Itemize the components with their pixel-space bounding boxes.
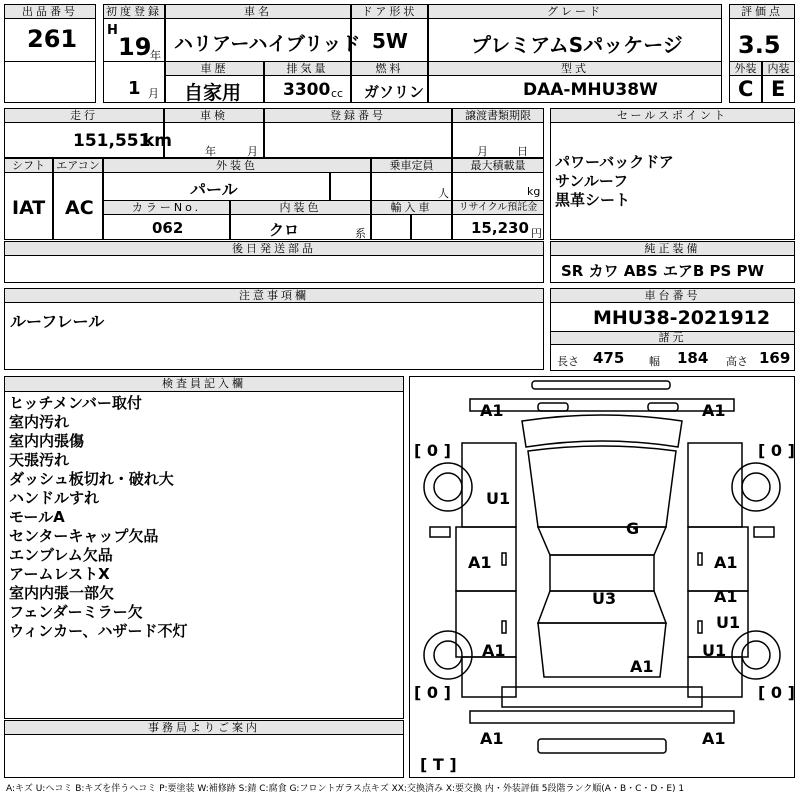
rear-bumper-shape bbox=[470, 711, 734, 723]
import-cell-b bbox=[411, 214, 452, 240]
transfer-deadline-header: 譲渡書類期限 bbox=[452, 108, 544, 123]
int-color-cell bbox=[230, 214, 371, 240]
interior-header: 内装 bbox=[762, 61, 795, 76]
left-front-fender-shape bbox=[462, 443, 516, 527]
load-unit: kg bbox=[527, 185, 541, 198]
fuel-cell bbox=[351, 75, 428, 103]
sales-point-item: パワーバックドア bbox=[555, 153, 674, 171]
chassis-value: MHU38-2021912 bbox=[593, 307, 771, 329]
roof-front-shape bbox=[550, 555, 654, 591]
right-u1-damage: U1 bbox=[716, 613, 741, 632]
first-reg-cell bbox=[103, 18, 165, 62]
rear-right-damage: A1 bbox=[702, 729, 726, 748]
left-handle-rear bbox=[502, 621, 506, 633]
aircon-value: AC bbox=[65, 197, 94, 219]
equipment-cell bbox=[550, 255, 795, 283]
grade-header: グレード bbox=[428, 4, 722, 19]
width-label: 幅 bbox=[649, 355, 660, 368]
lot-no-header: 出品番号 bbox=[4, 4, 96, 19]
mileage-unit: km bbox=[143, 131, 173, 151]
exterior-cell bbox=[729, 75, 762, 103]
ext-color-extra bbox=[330, 172, 371, 201]
score-header: 評価点 bbox=[729, 4, 795, 19]
color-no-cell bbox=[103, 214, 230, 240]
inspector-header: 検査員記入欄 bbox=[4, 376, 404, 392]
rear-garnish-shape bbox=[538, 739, 666, 753]
recycle-cell bbox=[452, 214, 544, 240]
equipment-header: 純正装備 bbox=[550, 241, 795, 256]
int-color-value: クロ bbox=[269, 221, 300, 239]
sales-points-box bbox=[550, 122, 795, 240]
inspector-note: ハンドルすれ bbox=[9, 489, 100, 507]
height-label: 高さ bbox=[726, 355, 748, 368]
recycle-header: リサイクル預託金 bbox=[452, 200, 544, 215]
displacement-unit: cc bbox=[331, 87, 344, 100]
year-unit: 年 bbox=[150, 49, 161, 62]
office-header: 事務局よりご案内 bbox=[4, 720, 404, 735]
car-name-cell bbox=[165, 18, 361, 62]
inspector-note: アームレストX bbox=[9, 565, 110, 583]
notes-cell bbox=[4, 302, 544, 370]
mileage-value: 151,551 bbox=[73, 131, 151, 151]
tire-fr-label: [ 0 ] bbox=[758, 441, 795, 460]
front-panel-shape bbox=[470, 399, 734, 411]
inspector-note: センターキャップ欠品 bbox=[9, 527, 159, 545]
tire-fl-label: [ 0 ] bbox=[414, 441, 451, 460]
rear-left-damage: A1 bbox=[480, 729, 504, 748]
fuel-header: 燃料 bbox=[351, 61, 428, 76]
length-label: 長さ bbox=[557, 355, 579, 368]
hood-shape bbox=[528, 446, 676, 527]
displacement-value: 3300 bbox=[283, 80, 331, 100]
inspector-note: ヒッチメンバー取付 bbox=[9, 394, 142, 412]
hood-damage: G bbox=[626, 519, 640, 538]
insp-year-unit: 年 bbox=[205, 145, 216, 158]
aircon-header: エアコン bbox=[53, 158, 103, 173]
chassis-header: 車台番号 bbox=[550, 288, 795, 303]
lot-no-cell bbox=[4, 18, 96, 62]
inspector-note: 室内内張一部欠 bbox=[9, 584, 115, 602]
door-value: 5W bbox=[372, 29, 408, 53]
car-name-header: 車名 bbox=[165, 4, 351, 19]
mileage-header: 走行 bbox=[4, 108, 164, 123]
inspector-notes-box bbox=[4, 391, 404, 719]
rear-center-damage: A1 bbox=[630, 657, 654, 676]
car-outline-svg bbox=[410, 377, 794, 777]
inspector-note: 天張汚れ bbox=[9, 451, 70, 469]
shift-value: IAT bbox=[12, 197, 46, 219]
import-header: 輸入車 bbox=[371, 200, 452, 215]
door-cell bbox=[351, 18, 428, 62]
rear-panel-shape bbox=[502, 687, 702, 707]
persons-unit: 人 bbox=[438, 187, 449, 200]
year-value: 19 bbox=[118, 33, 152, 61]
right-rear-damage: U1 bbox=[702, 641, 727, 660]
mirror-left bbox=[430, 527, 450, 537]
spare-tire-label: [ T ] bbox=[420, 755, 457, 774]
interior-grade: E bbox=[771, 77, 786, 101]
era-value: H bbox=[107, 23, 118, 38]
front-lamp-right bbox=[648, 403, 678, 411]
left-mid-damage: A1 bbox=[468, 553, 492, 572]
import-cell-a bbox=[371, 214, 411, 240]
recycle-unit: 円 bbox=[531, 227, 542, 240]
specs-cell bbox=[550, 344, 795, 371]
exterior-header: 外装 bbox=[729, 61, 762, 76]
inspector-note: 室内内張傷 bbox=[9, 432, 85, 450]
history-value: 自家用 bbox=[184, 82, 242, 104]
chassis-cell bbox=[550, 302, 795, 332]
displacement-header: 排気量 bbox=[264, 61, 351, 76]
lot-no-value: 261 bbox=[27, 25, 78, 53]
reg-no-header: 登録番号 bbox=[264, 108, 452, 123]
interior-cell bbox=[762, 75, 795, 103]
recycle-value: 15,230 bbox=[471, 219, 529, 237]
first-reg-month-cell bbox=[103, 61, 165, 103]
exterior-grade: C bbox=[738, 77, 754, 101]
front-lamp-left bbox=[538, 403, 568, 411]
tire-rl-shape bbox=[424, 631, 472, 679]
legend-text: A:キズ U:ヘコミ B:キズを伴うヘコミ P:要塗装 W:補修跡 S:錆 C:腐食 G:フロントガラス点キズ XX:交換済み X:要交換 内・外装評価 5段階ランク順(A・B・C・D・E) 1 bbox=[6, 784, 685, 794]
grade-cell bbox=[428, 18, 722, 62]
roof-damage: U3 bbox=[592, 589, 617, 608]
right-handle-front bbox=[698, 553, 702, 565]
first-reg-header: 初度登録 bbox=[103, 4, 165, 19]
office-cell bbox=[4, 734, 404, 778]
lot-no-blank bbox=[4, 61, 96, 103]
max-load-cell bbox=[452, 172, 544, 201]
later-parts-header: 後日発送部品 bbox=[4, 241, 544, 256]
shift-cell bbox=[4, 172, 53, 240]
model-header: 型式 bbox=[428, 61, 722, 76]
length-value: 475 bbox=[593, 349, 625, 367]
hood-top-shape bbox=[522, 415, 682, 447]
sales-point-item: サンルーフ bbox=[555, 172, 629, 190]
inspector-note: 室内汚れ bbox=[9, 413, 70, 431]
right-mid-damage: A1 bbox=[714, 553, 738, 572]
windshield-shape bbox=[538, 527, 666, 555]
inspector-note: ウィンカー、ハザード不灯 bbox=[9, 622, 188, 640]
model-cell bbox=[428, 75, 722, 103]
width-value: 184 bbox=[677, 349, 709, 367]
sales-point-item: 黒革シート bbox=[555, 191, 631, 209]
notes-header: 注意事項欄 bbox=[4, 288, 544, 303]
mileage-cell bbox=[4, 122, 173, 158]
fuel-value: ガソリン bbox=[364, 83, 425, 101]
transfer-month-unit: 月 bbox=[477, 145, 488, 158]
month-value: 1 bbox=[128, 78, 141, 99]
later-parts-cell bbox=[4, 255, 544, 283]
ext-color-header: 外装色 bbox=[103, 158, 371, 173]
score-cell bbox=[729, 18, 795, 62]
score-value: 3.5 bbox=[738, 31, 781, 59]
car-name-value: ハリアーハイブリッド bbox=[174, 33, 361, 55]
tire-rr-shape bbox=[732, 631, 780, 679]
inspector-note: フェンダーミラー欠 bbox=[9, 603, 143, 621]
ext-color-value: パール bbox=[190, 180, 238, 199]
front-bumper-shape bbox=[532, 381, 670, 389]
grade-value: プレミアムSパッケージ bbox=[471, 33, 683, 57]
capacity-cell bbox=[371, 172, 452, 201]
equipment-value: SR カワ ABS エアB PS PW bbox=[561, 262, 765, 280]
front-left-damage: A1 bbox=[480, 401, 504, 420]
color-no-value: 062 bbox=[152, 219, 184, 237]
aircon-cell bbox=[53, 172, 103, 240]
color-no-header: カラーNo. bbox=[103, 200, 230, 215]
front-right-damage: A1 bbox=[702, 401, 726, 420]
tire-fl-shape bbox=[424, 463, 472, 511]
max-load-header: 最大積載量 bbox=[452, 158, 544, 173]
left-rear-damage: A1 bbox=[482, 641, 506, 660]
transfer-deadline-cell bbox=[452, 122, 544, 158]
transfer-day-unit: 日 bbox=[517, 145, 528, 158]
reg-no-cell bbox=[264, 122, 452, 158]
inspection-header: 車検 bbox=[164, 108, 264, 123]
inspection-cell bbox=[164, 122, 264, 158]
sales-point-header: セールスポイント bbox=[550, 108, 795, 123]
int-color-unit: 系 bbox=[355, 227, 366, 240]
int-color-header: 内装色 bbox=[230, 200, 371, 215]
left-handle-front bbox=[502, 553, 506, 565]
history-cell bbox=[165, 75, 264, 103]
insp-month-unit: 月 bbox=[247, 145, 258, 158]
right-handle-rear bbox=[698, 621, 702, 633]
inspector-note: ダッシュ板切れ・破れ大 bbox=[9, 470, 174, 488]
tire-rr-label: [ 0 ] bbox=[758, 683, 795, 702]
left-front-door-damage: U1 bbox=[486, 489, 511, 508]
shift-header: シフト bbox=[4, 158, 53, 173]
car-diagram bbox=[409, 376, 795, 778]
capacity-header: 乗車定員 bbox=[371, 158, 452, 173]
model-value: DAA-MHU38W bbox=[523, 80, 658, 100]
right-front-fender-shape bbox=[688, 443, 742, 527]
notes-value: ルーフレール bbox=[10, 312, 105, 331]
tire-rl-label: [ 0 ] bbox=[414, 683, 451, 702]
inspector-note: モールA bbox=[9, 508, 65, 526]
height-value: 169 bbox=[759, 349, 791, 367]
tire-fr-shape bbox=[732, 463, 780, 511]
inspector-note: エンブレム欠品 bbox=[9, 546, 113, 564]
mirror-right bbox=[754, 527, 774, 537]
door-header: ドア形状 bbox=[351, 4, 428, 19]
ext-color-cell bbox=[103, 172, 330, 201]
month-unit: 月 bbox=[148, 87, 159, 100]
right-mid2-damage: A1 bbox=[714, 587, 738, 606]
displacement-cell bbox=[264, 75, 351, 103]
history-header: 車歴 bbox=[165, 61, 264, 76]
specs-header: 諸元 bbox=[550, 331, 795, 345]
